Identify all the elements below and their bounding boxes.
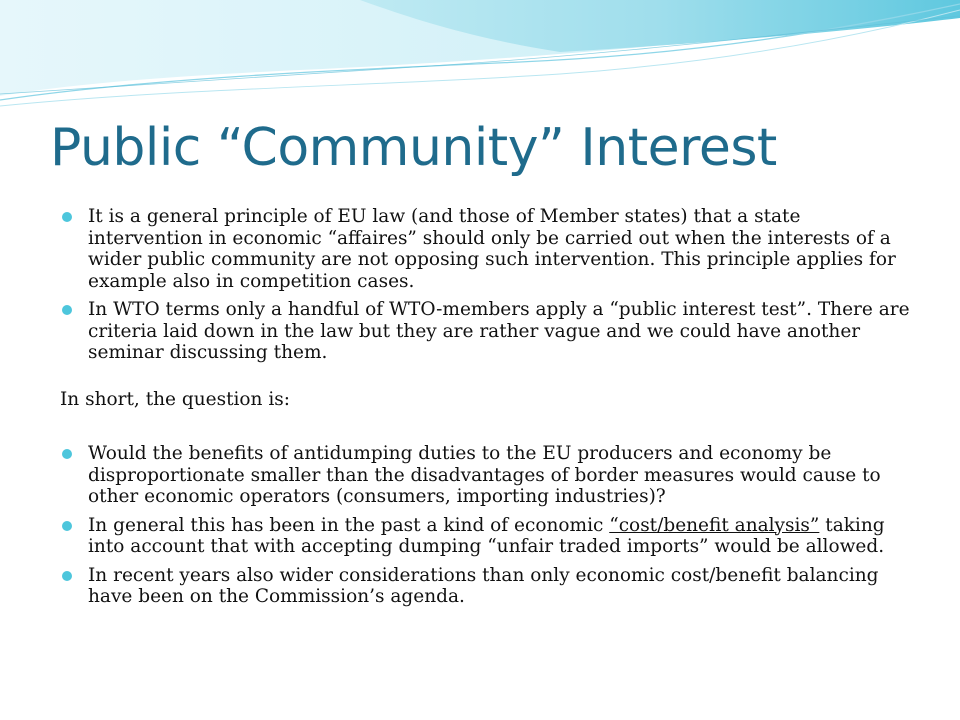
bullet-dot-icon [62,449,72,459]
short-question-text: In short, the question is: [60,388,290,410]
bullet-text-post: taking into account that with accepting dumping “unfair traded imports” would be allowed. [88,514,885,557]
bullet-recent-years [60,565,910,608]
bullet-benefits-question [60,443,910,508]
bullet-text: It is a general principle of EU law (and those of Member states) that a state intervention in economic “affaires” should only be carried out when the interests of a wider public community are not opposing such intervention. This principle applies for example also in competition cases. [88,206,896,292]
bullet-wto-terms [60,299,910,364]
cost-benefit-analysis-underlined: “cost/benefit analysis” [609,514,820,536]
bullet-dot-icon [62,521,72,531]
slide-body [60,206,910,615]
bullet-dot-icon [62,212,72,222]
bullet-dot-icon [62,305,72,315]
bullet-dot-icon [62,571,72,581]
bullet-text-pre: In general this has been in the past a kind of economic [88,514,610,536]
bullet-cost-benefit [60,515,910,558]
bullet-text: In WTO terms only a handful of WTO-members apply a “public interest test”. There are criteria laid down in the law but they are rather vague and we could have another seminar discussing them. [88,299,910,363]
bullet-text: Would the benefits of antidumping duties to the EU producers and economy be disproportionate smaller than the disadvantages of border measures would cause to other economic operators (consumers, importing industries)? [88,443,881,507]
bullet-eu-principle [60,206,910,292]
slide-title: Public “Community” Interest [50,118,777,178]
bullet-text: In recent years also wider considerations than only economic cost/benefit balancing have been on the Commission’s agenda. [88,564,879,607]
